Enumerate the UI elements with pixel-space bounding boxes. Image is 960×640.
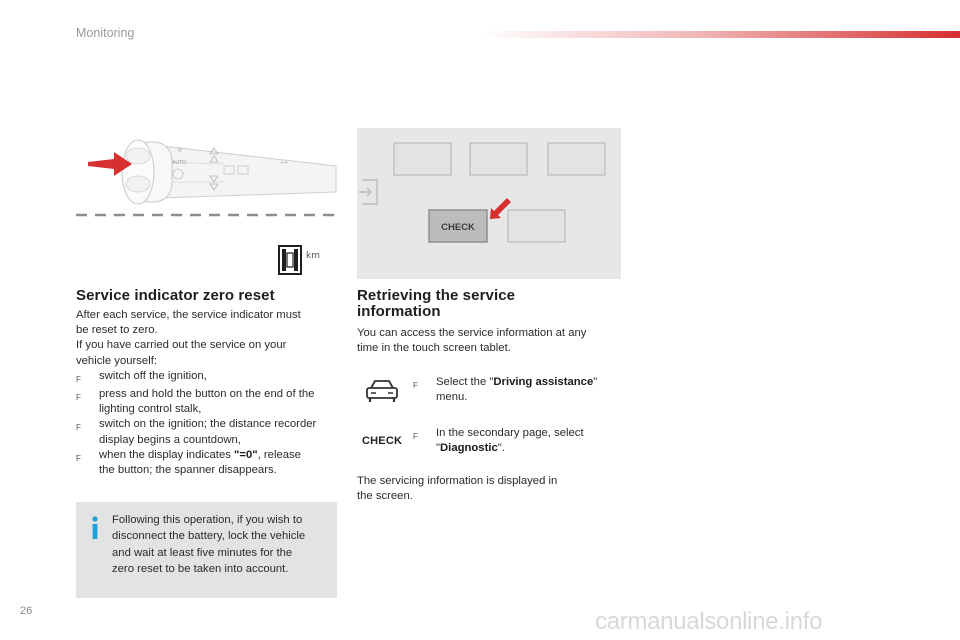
service-reset-heading: Service indicator zero reset	[76, 287, 275, 304]
info-line: disconnect the battery, lock the vehicle	[112, 530, 306, 543]
step-item	[76, 369, 340, 387]
step-text: switch on the ignition; the distance recorder	[99, 418, 317, 431]
bullet-icon: F	[413, 432, 418, 441]
service-display-illustration	[278, 244, 326, 276]
bullet-icon: F	[76, 453, 81, 463]
info-icon	[90, 516, 100, 540]
km-unit-label: km	[306, 251, 320, 261]
intro-line: vehicle yourself:	[76, 354, 157, 367]
car-icon	[365, 378, 399, 404]
header-accent-bar	[480, 31, 960, 38]
intro-line: After each service, the service indicator must	[76, 309, 301, 321]
info-line: and wait at least five minutes for the	[112, 546, 293, 559]
bullet-icon: F	[76, 423, 81, 433]
bullet-icon: F	[76, 374, 81, 384]
lighting-stalk-illustration	[74, 128, 340, 224]
stalk-auto-label: AUTO	[172, 160, 187, 166]
page-name: Diagnostic	[440, 442, 498, 455]
touch-screen-illustration	[357, 128, 621, 279]
step-text: switch off the ignition,	[99, 369, 207, 382]
check-button-label: CHECK	[441, 222, 475, 233]
step-item	[76, 448, 340, 478]
info-line: Following this operation, if you wish to	[112, 514, 303, 526]
step-text: display begins a countdown,	[99, 433, 241, 446]
check-label: CHECK	[362, 435, 403, 447]
step-text: when the display indicates "=0", release	[99, 448, 301, 461]
step-text: the button; the spanner disappears.	[99, 464, 277, 477]
intro-line: be reset to zero.	[76, 324, 158, 337]
step-text: lighting control stalk,	[99, 403, 202, 416]
retrieve-heading: Retrieving the service information	[357, 287, 516, 320]
svg-text:⊶: ⊶	[280, 158, 288, 167]
service-reset-body	[76, 308, 340, 478]
bullet-icon: F	[76, 393, 81, 403]
step-item	[76, 387, 340, 417]
stalk-zero-label: 0	[178, 147, 182, 154]
menu-name: Driving assistance	[493, 376, 594, 388]
info-line: zero reset to be taken into account.	[112, 563, 289, 576]
step-item	[76, 417, 340, 447]
info-note	[76, 502, 337, 598]
step-text: press and hold the button on the end of the	[99, 388, 315, 401]
retrieve-step-2: F In the secondary page, select "Diagnostic".	[413, 427, 584, 455]
retrieve-outro: The servicing information is displayed in the screen.	[357, 475, 558, 503]
bullet-icon: F	[413, 381, 418, 390]
zero-value: "=0"	[234, 448, 258, 461]
retrieve-step-1: F Select the "Driving assistance" menu.	[413, 376, 598, 404]
intro-line: If you have carried out the service on your	[76, 339, 287, 352]
watermark: carmanualsonline.info	[595, 608, 823, 635]
retrieve-intro: You can access the service information at any time in the touch screen tablet.	[357, 327, 587, 355]
page-number: 26	[20, 605, 33, 617]
section-title: Monitoring	[76, 26, 135, 40]
